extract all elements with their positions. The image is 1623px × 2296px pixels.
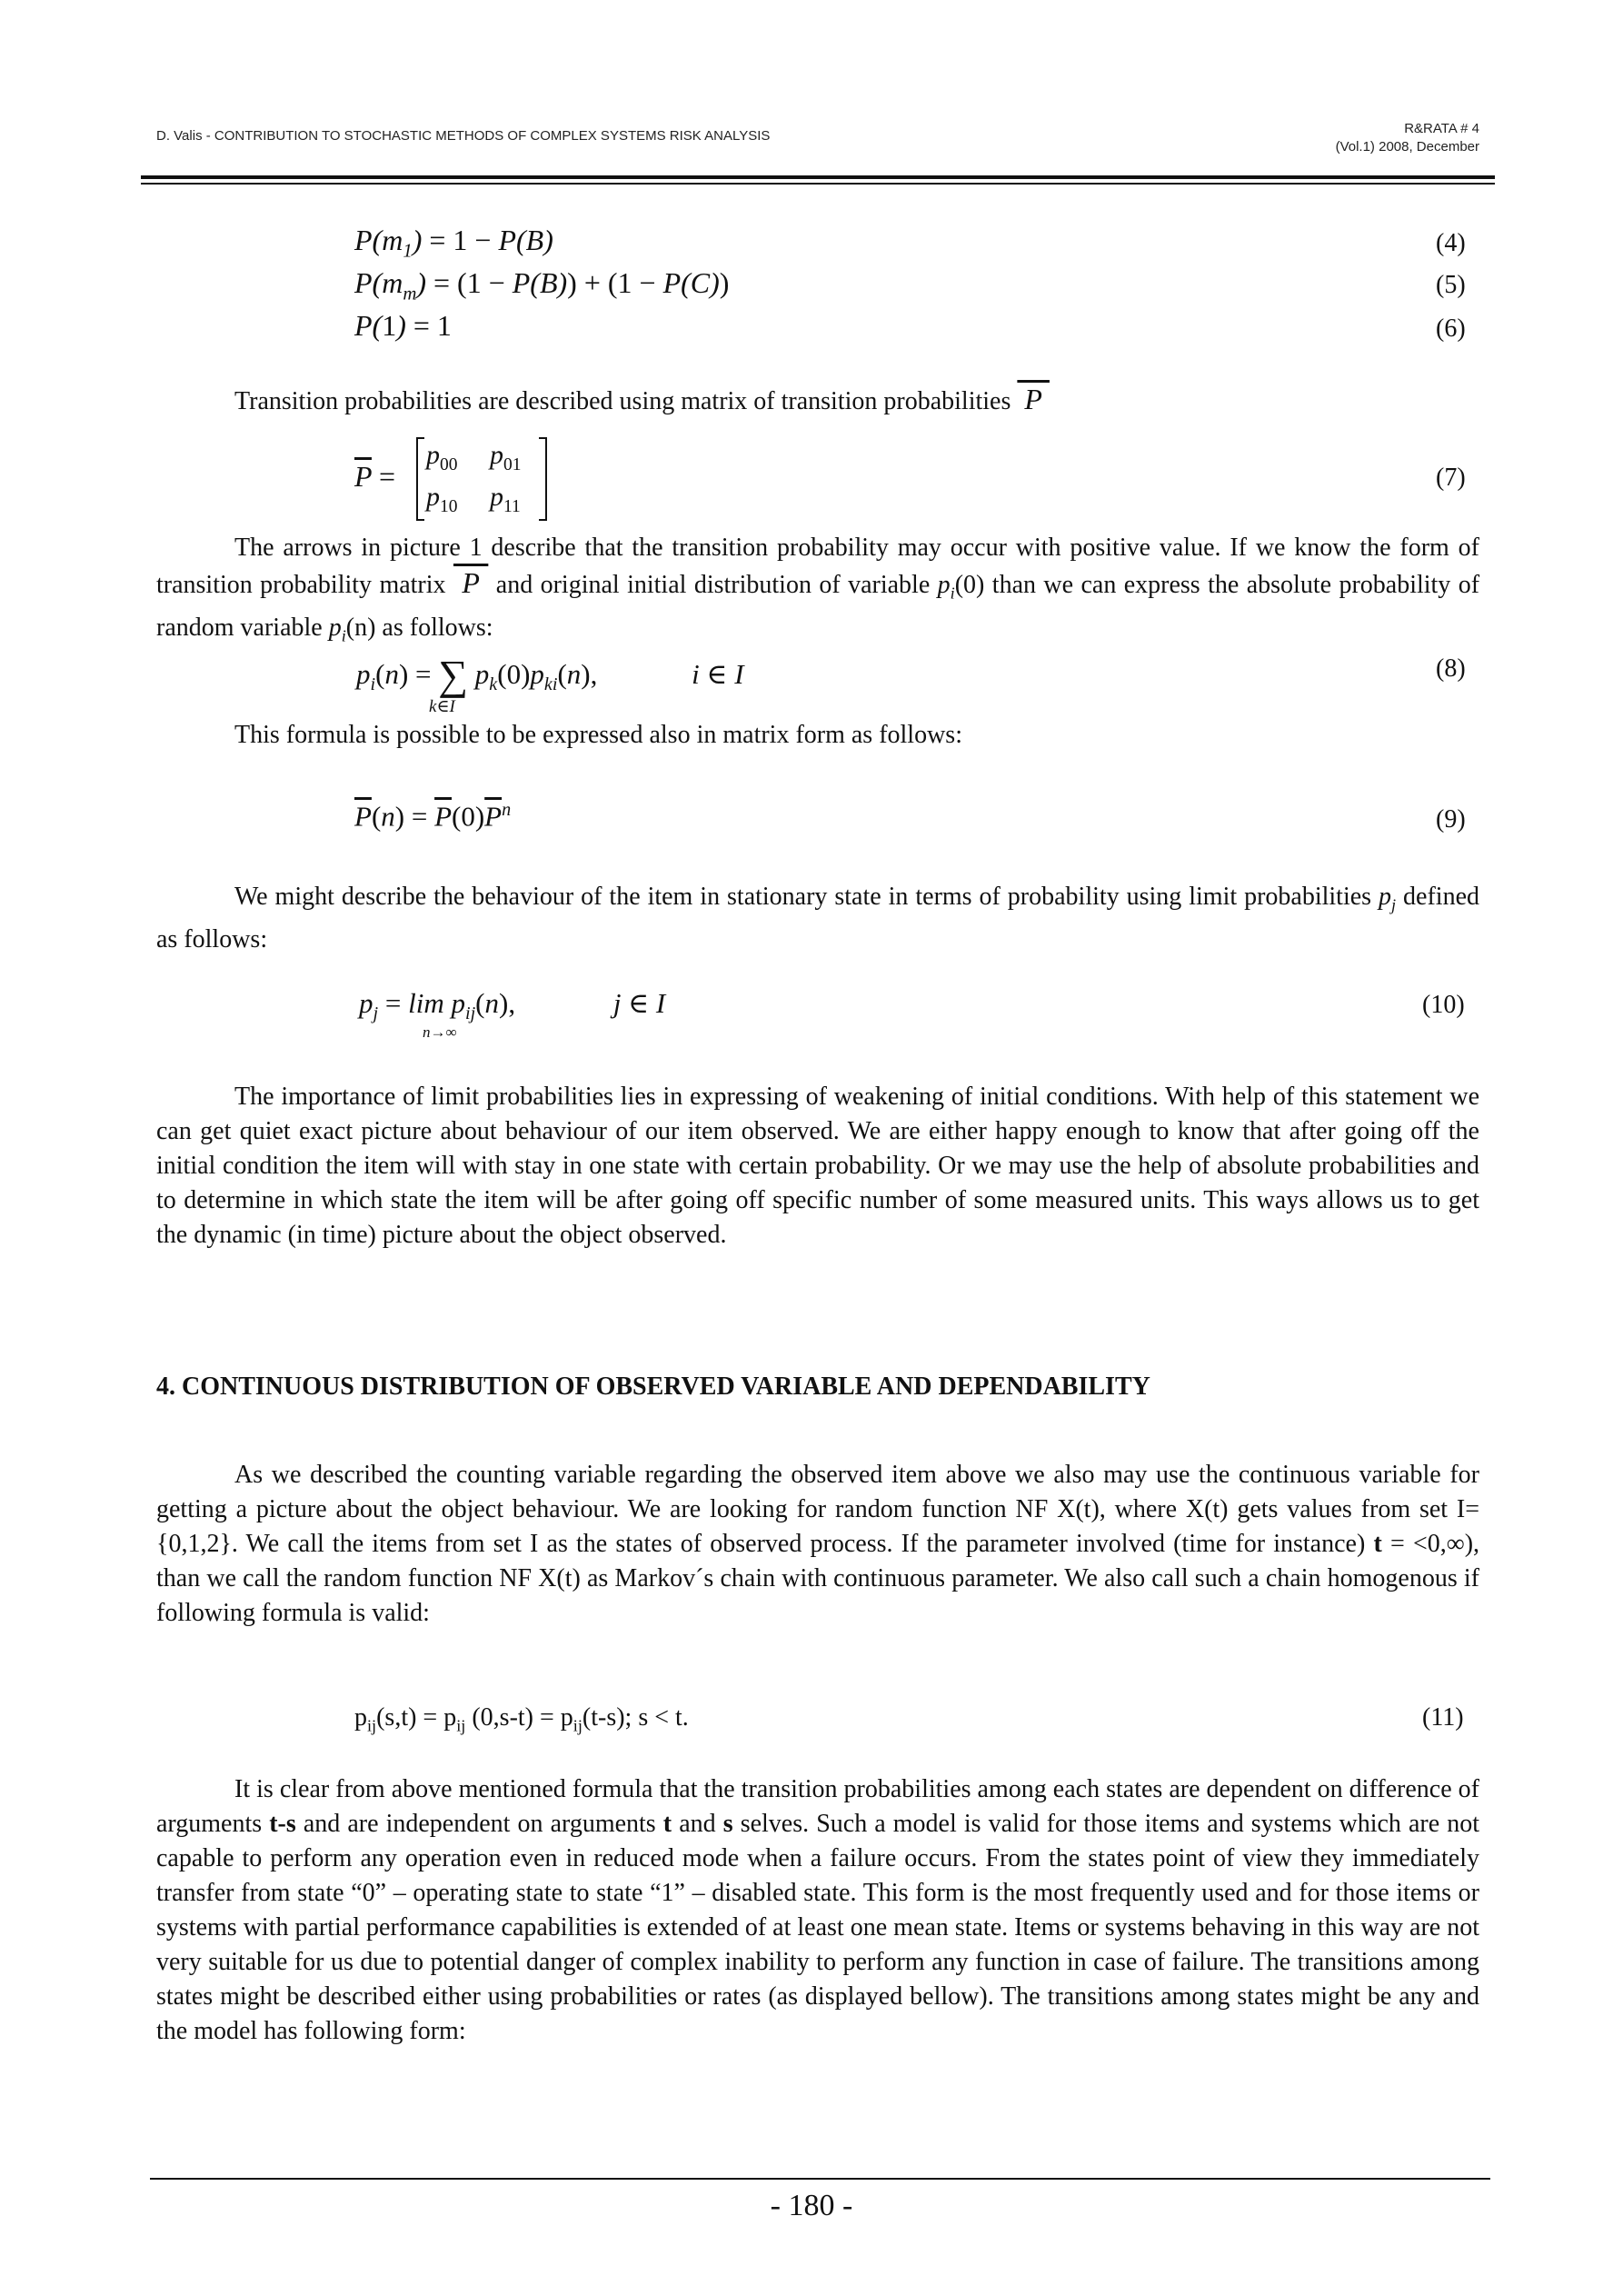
continuous-text-1: As we described the counting variable regarding the observed item above we also may use the continuous variable for getting a picture about the object behaviour. We are looking for random function NF X(t), where X(t) gets values from set I={0,1,2}. We call the items from set I as the states of observed process. If the parameter involved (time for instance) — [156, 1461, 1479, 1558]
clear-paragraph — [156, 1772, 1479, 2049]
clear-and: and — [679, 1810, 716, 1838]
equation-8: $p_i(n)$ = ∑ $p_k(0)p_{ki}(n)$, i ∈ I — [356, 652, 744, 698]
stationary-paragraph: We might describe the behaviour of the item in stationary state in terms of probability using limit probabilities $p_j$ defined as follows: — [156, 883, 1479, 953]
matrix-entry-p10: $p_{10}$ — [426, 482, 458, 516]
arrows-text-4: as follows: — [382, 613, 493, 642]
matrix-entry-p01: $p_{01}$ — [490, 440, 522, 474]
arrows-paragraph: The arrows in picture 1 describe that the transition probability may occur with positive value. If we know the form of transition probability matrix P and original initial distribution of variable $p_i(0)$ than we can express the absolute probability of random variable $p_i(n)$ as follows: — [156, 534, 1480, 645]
clear-text-2: and are independent on arguments — [303, 1810, 656, 1838]
arrows-text-1: The arrows in picture 1 describe that the transition probability may occur with positive value. If we know the form of transition probability matrix — [156, 534, 1479, 599]
transition-intro-paragraph — [156, 382, 1479, 419]
equation-11: $p_{ij}(s,t) = p_{ij}$ $(0,s-t) = p_{ij}(t-s)$; s < t. — [354, 1703, 689, 1735]
equation-5: $P(m_m) = (1 - P(B)) + (1 - P(C))$ — [354, 266, 730, 304]
page-number: - 180 - — [770, 2189, 853, 2222]
importance-paragraph: The importance of limit probabilities lies in expressing of weakening of initial conditions. With help of this statement we can get quiet exact picture about behaviour of our item observed. We are either happy enough to know that after going off the initial condition the item will with stay in one state with certain probability. Or we may use the help of absolute probabilities and to determine in which state the item will be after going off specific number of some measured units. This ways allows us to get the dynamic (in time) picture about the object observed. — [156, 1083, 1479, 1249]
stationary-text-1: We might describe the behaviour of the item in stationary state in terms of probability using limit probabilities — [234, 883, 1372, 911]
matrix-symbol-inline: P — [453, 566, 489, 599]
continuous-t-bold: t — [1373, 1530, 1382, 1558]
equation-7-lhs: $\overline{P}$ = — [354, 460, 396, 493]
section-heading: 4. CONTINUOUS DISTRIBUTION OF OBSERVED VARIABLE AND DEPENDABILITY — [156, 1373, 1150, 1401]
clear-t-bold: t — [662, 1810, 672, 1838]
limit-subscript: n→∞ — [423, 1023, 457, 1041]
header-rule-thick — [141, 175, 1495, 179]
footer-rule — [150, 2178, 1490, 2180]
header-rule-thin — [141, 183, 1495, 185]
matrix-entry-p00: $p_{00}$ — [426, 440, 458, 474]
equation-4: $P(m_1) = 1 - P(B)$ — [354, 224, 553, 262]
clear-text-3: selves. Such a model is valid for those items and systems which are not capable to perform any operation even in reduced mode when a failure occurs. From the states point of view they immediately transfer from state “0” – operating state to state “1” – disabled state. This form is the most frequently used and for those items or systems with partial performance capabilities is extended of at least one mean state. Items or systems behaving in this way are not very suitable for us due to potential danger of complex inability to perform any function in case of failure. The transitions among states might be described either using probabilities or rates (as displayed bellow). The transitions among states might be any and the model has following form: — [156, 1810, 1480, 2045]
transition-intro-text: Transition probabilities are described using matrix of transition probabilities — [234, 387, 1011, 415]
arrows-text-2: and original initial distribution of variable — [495, 571, 931, 599]
journal-volume-date: (Vol.1) 2008, December — [1335, 139, 1479, 155]
equation-number-4: (4) — [1436, 229, 1466, 257]
continuous-paragraph — [156, 1458, 1479, 1631]
clear-text-1: It is clear from above mentioned formula that the transition probabilities among each states are dependent on difference of arguments — [156, 1775, 1479, 1838]
equation-number-8: (8) — [1436, 654, 1466, 683]
equation-number-5: (5) — [1436, 271, 1466, 299]
matrix-symbol: P — [1017, 383, 1050, 415]
transition-matrix — [413, 434, 550, 524]
clear-ts-bold: t-s — [269, 1810, 296, 1838]
continuous-text-2: = <0,∞), than we call the random function NF X(t) as Markov´s chain with continuous parameter. We also call such a chain homogenous if following formula is valid: — [156, 1530, 1480, 1627]
clear-s-bold: s — [722, 1810, 733, 1838]
running-header-title: D. Valis - CONTRIBUTION TO STOCHASTIC METHODS OF COMPLEX SYSTEMS RISK ANALYSIS — [156, 128, 771, 144]
equation-number-10: (10) — [1422, 991, 1465, 1019]
journal-issue: R&RATA # 4 — [1404, 121, 1479, 136]
matrix-form-intro-paragraph: This formula is possible to be expressed also in matrix form as follows: — [234, 721, 962, 749]
stationary-text-2: defined as follows: — [156, 883, 1479, 953]
arrows-text-3: than we can express the absolute probability of random variable — [156, 571, 1480, 642]
equation-6: P(1) = 1 — [354, 309, 452, 342]
sum-index-k-in-I: k∈I — [429, 697, 455, 716]
equation-number-6: (6) — [1436, 314, 1466, 343]
equation-10: $p_j = \lim p_{ij}(n)$, j ∈ I — [359, 987, 666, 1024]
equation-9: $\overline{P}(n) = \overline{P}(0)\overline{P}^n$ — [354, 800, 512, 833]
running-header-journal — [1336, 120, 1479, 156]
equation-number-11: (11) — [1422, 1703, 1464, 1732]
equation-number-9: (9) — [1436, 805, 1466, 834]
matrix-entry-p11: $p_{11}$ — [490, 482, 521, 516]
equation-number-7: (7) — [1436, 464, 1466, 492]
